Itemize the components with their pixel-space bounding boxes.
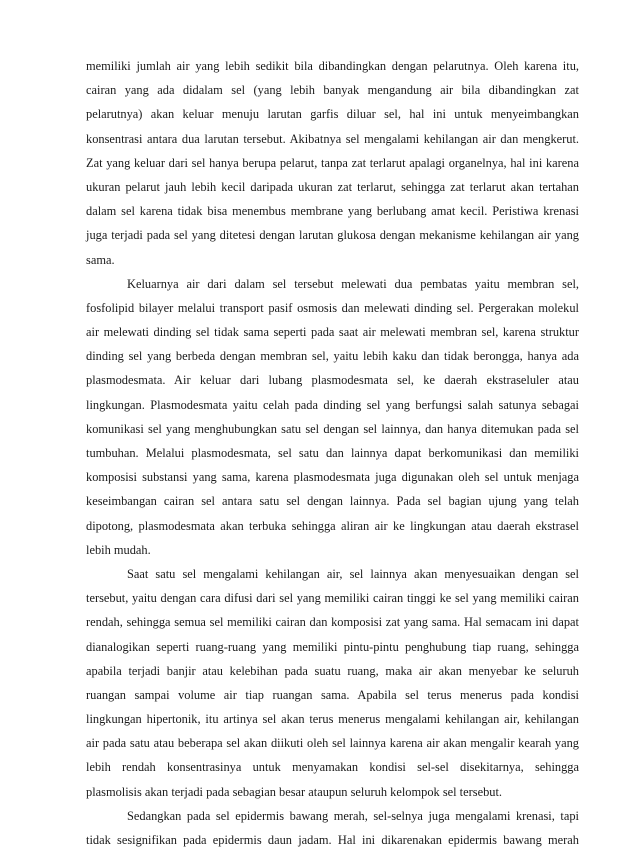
text-line: ukuran pelarut jauh lebih kecil daripada ukuran zat terlarut, sehingga zat terlarut akan tertahan: [86, 179, 579, 194]
text-line: tumbuhan. Melalui plasmodesmata, sel satu dan lainnya dapat berkomunikasi dan memiliki: [86, 446, 579, 460]
text-line: juga terjadi pada sel yang ditetesi dengan larutan glukosa dengan mekanisme kehilangan air yang: [86, 228, 579, 243]
text-line: komunikasi sel yang menghubungkan satu sel dengan sel lainnya, dan hanya ditemukan pada sel: [86, 421, 579, 436]
text-line: air melewati dinding sel tidak sama seperti pada saat air melewati membran sel, karena struktur: [86, 325, 579, 340]
text-line: dinding sel yang berbeda dengan membran sel, yaitu lebih kaku dan tidak berongga, hanya ada: [86, 349, 579, 364]
text-line: lingkungan. Plasmodesmata yaitu celah pada dinding sel yang berfungsi salah satunya sebagai: [86, 397, 579, 412]
text-line: fosfolipid bilayer melalui transport pasif osmosis dan melewati dinding sel. Pergerakan molekul: [86, 300, 579, 315]
text-line: dianalogikan seperti ruang-ruang yang memiliki pintu-pintu penghubung tiap ruang, sehingga: [86, 639, 579, 654]
text-line: dalam sel karena tidak bisa menembus membrane yang berlubang amat kecil. Peristiwa krenasi: [86, 204, 579, 219]
text-line: memiliki jumlah air yang lebih sedikit bila dibandingkan dengan pelarutnya. Oleh karena itu,: [86, 59, 579, 73]
text-line: ruangan sampai volume air tiap ruangan sama. Apabila sel terus menerus pada kondisi: [86, 687, 579, 702]
text-line: sama.: [86, 252, 115, 267]
text-line: plasmodesmata. Air keluar dari lubang plasmodesmata sel, ke daerah ekstraseluler atau: [86, 373, 579, 388]
text-line: apabila terjadi banjir atau kelebihan pada suatu ruang, maka air akan menyebar ke seluruh: [86, 663, 579, 678]
text-line: pelarutnya) akan keluar menuju larutan garfis diluar sel, hal ini untuk menyeimbangkan: [86, 107, 579, 122]
text-line: Zat yang keluar dari sel hanya berupa pelarut, tanpa zat terlarut apalagi organelnya, hal ini karena: [86, 155, 579, 170]
text-line: keseimbangan cairan sel antara satu sel dengan lainnya. Pada sel bagian ujung yang telah: [86, 494, 579, 509]
text-line: konsentrasi antara dua larutan tersebut. Akibatnya sel mengalami kehilangan air dan mengkerut.: [86, 131, 579, 146]
text-line: komposisi substansi yang sama, karena plasmodesmata juga digunakan oleh sel untuk menjaga: [86, 470, 579, 485]
text-line: lingkungan hipertonik, itu artinya sel akan terus menerus mengalami kehilangan air, kehilangan: [86, 712, 579, 727]
text-line: rendah, sehingga semua sel memiliki cairan dan komposisi zat yang sama. Hal semacam ini dapat: [86, 615, 579, 630]
text-line: tersebut, yaitu dengan cara difusi dari sel yang memiliki cairan tinggi ke sel yang memiliki cairan: [86, 591, 579, 606]
text-line: Sedangkan pada sel epidermis bawang merah, sel-selnya juga mengalami krenasi, tapi: [127, 808, 579, 823]
text-line: cairan yang ada didalam sel (yang lebih banyak mengandung air bila dibandingkan zat: [86, 83, 579, 98]
text-line: Saat satu sel mengalami kehilangan air, sel lainnya akan menyesuaikan dengan sel: [127, 566, 579, 581]
text-line: tidak sesignifikan pada epidermis daun jadam. Hal ini dikarenakan epidermis bawang merah: [86, 833, 579, 847]
text-line: lebih rendah konsentrasinya untuk menyamakan kondisi sel-sel disekitarnya, sehingga: [86, 760, 579, 775]
text-line: lebih mudah.: [86, 542, 151, 557]
text-line: Keluarnya air dari dalam sel tersebut melewati dua pembatas yaitu membran sel,: [127, 276, 579, 291]
text-line: plasmolisis akan terjadi pada sebagian besar ataupun seluruh kelompok sel tersebut.: [86, 784, 502, 799]
text-line: air pada satu atau beberapa sel akan diikuti oleh sel lainnya karena air akan mengalir kearah yang: [86, 736, 579, 751]
document-body: [86, 54, 579, 852]
text-line: dipotong, plasmodesmata akan terbuka sehingga aliran air ke lingkungan atau daerah ekstrasel: [86, 518, 579, 533]
